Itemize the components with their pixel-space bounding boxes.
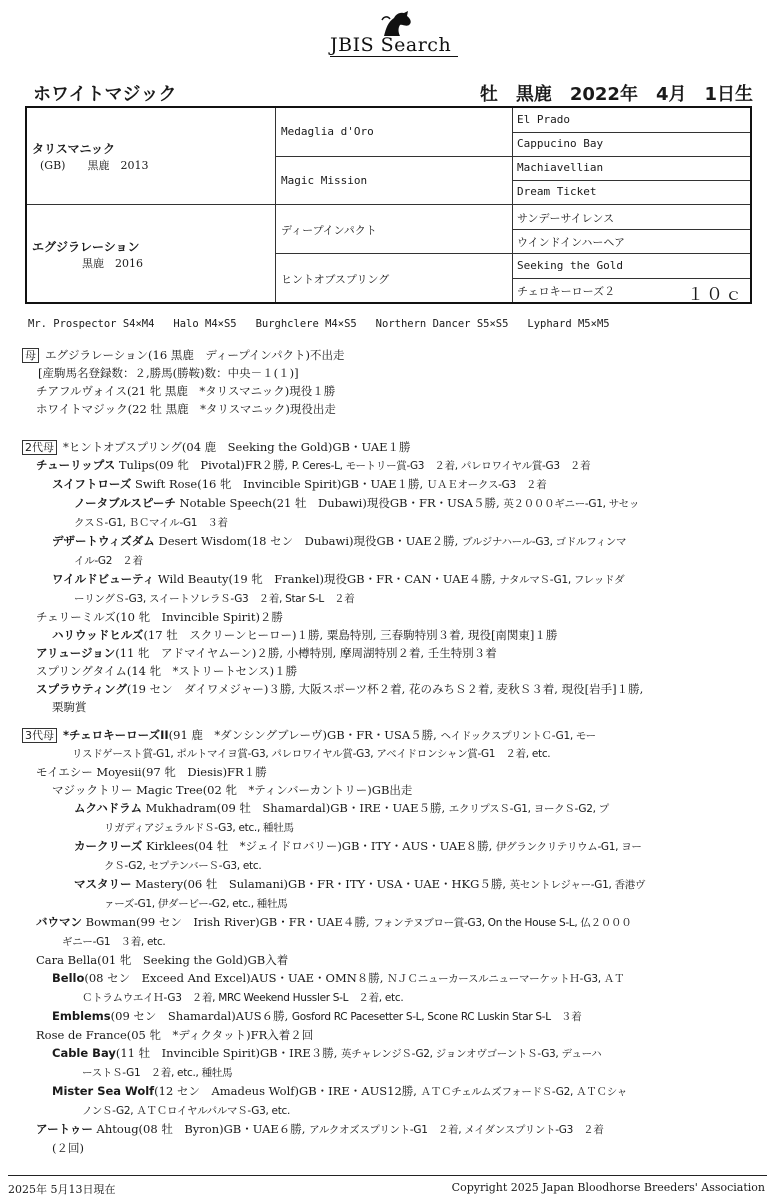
horse-link[interactable]: Emblems (52, 1009, 111, 1023)
horse-record: Wild Beauty(19 牝 Frankel)現役GB・FR・CAN・UAE４勝, (154, 572, 500, 586)
horse-record: Cara Bella(01 牝 Seeking the Gold)GB入着 (36, 953, 289, 967)
horse-record: (２回) (52, 1141, 84, 1155)
second-dam-row (22, 570, 742, 589)
horse-link[interactable]: ハリウッドヒルズ (52, 628, 144, 642)
third-dam-row (22, 837, 742, 856)
third-dam-races-cont: リスドゲースト賞-G1, ポルトマイヨ賞-G3, パレロワイヤル賞-G3, アベイドロンシャン賞-G1 ２着, etc. (72, 748, 551, 760)
horse-record: (09 セン Shamardal)AUS６勝, (110, 1009, 292, 1023)
race-results: ＣトラムウエイＨ-G3 ２着, MRC Weekend Hussler S-L ２着, etc. (82, 992, 404, 1004)
dam-offspring-summary: [産駒馬名登録数：２,勝馬(勝鞍)数：中央－１(１)] (38, 366, 299, 380)
race-results: P. Ceres-L, モートリー賞-G3 ２着, パレロワイヤル賞-G3 ２着 (291, 460, 591, 472)
gen3-5[interactable]: サンデーサイレンス (517, 212, 615, 225)
third-dam-detail: (91 鹿 *ダンシングブレーヴ)GB・FR・USA５勝, (168, 728, 441, 742)
second-dam-row (22, 644, 742, 662)
gen3-7[interactable]: Seeking the Gold (517, 259, 623, 272)
third-dam-row (22, 1139, 742, 1157)
race-results: ァーズ-G1, 伊ダービー-G2, etc., 種牡馬 (104, 898, 288, 910)
horse-link[interactable]: ノータブルスピーチ (74, 496, 176, 510)
third-dam-row (22, 875, 742, 894)
race-results: ブルジナハール-G3, ゴドルフィンマ (461, 536, 627, 548)
dam-line: エグジラレーション(16 黒鹿 ディープインパクト)不出走 (45, 348, 345, 362)
sire-name[interactable]: タリスマニック (32, 142, 116, 156)
dam-detail: 黒鹿 2016 (82, 257, 143, 270)
gen3-2[interactable]: Cappucino Bay (517, 137, 604, 150)
third-dam-row (22, 818, 742, 837)
third-dam-row (22, 894, 742, 913)
footer-divider (8, 1175, 767, 1176)
third-dam-row (22, 1063, 742, 1082)
horse-link[interactable]: バウマン (36, 915, 82, 929)
horse-name: ホワイトマジック (33, 84, 177, 105)
race-results: ーストＳ-G1 ２着, etc., 種牡馬 (82, 1067, 233, 1079)
third-dam-row (22, 1026, 742, 1044)
gen2-dam-dam[interactable]: ヒントオブスプリング (281, 273, 390, 286)
race-results: 英セントレジャー-G1, 香港ヴ (509, 879, 646, 891)
footer (0, 1175, 775, 1200)
horse-record: (19 セン ダイワメジャー)３勝, 大阪スポーツ杯２着, 花のみちＳ２着, 麦秋Ｓ３着, 現役[岩手]１勝, (126, 682, 644, 696)
horse-record: チェリーミルズ(10 牝 Invincible Spirit)２勝 (36, 610, 283, 624)
second-dam-badge: 2代母 (22, 440, 57, 455)
horse-link[interactable]: ムクハドラム (74, 801, 142, 815)
horse-link[interactable]: チューリップス (36, 458, 116, 472)
second-dam-row (22, 513, 742, 532)
race-results: イル-G2 ２着 (74, 555, 143, 567)
second-dam-row (22, 608, 742, 626)
third-dam-row (22, 988, 742, 1007)
race-results: リガディアジェラルドＳ-G3, etc., 種牡馬 (104, 822, 294, 834)
horse-record: モイエシー Moyesii(97 牝 Diesis)FR１勝 (36, 765, 267, 779)
horse-record: Desert Wisdom(18 セン Dubawi)現役GB・UAE２勝, (154, 534, 462, 548)
sire-detail: (GB) 黒鹿 2013 (40, 159, 149, 172)
dam-offspring-2[interactable]: ホワイトマジック(22 牡 黒鹿 *タリスマニック)現役出走 (36, 402, 336, 416)
race-results: エクリプスＳ-G1, ヨークＳ-G2, プ (448, 803, 609, 815)
third-dam-row (22, 1044, 742, 1063)
horse-link[interactable]: カークリーズ (74, 839, 143, 853)
third-dam-row (22, 913, 742, 932)
race-results: 伊グランクリテリウム-G1, ヨー (495, 841, 642, 853)
horse-link[interactable]: ワイルドビューティ (52, 572, 155, 586)
race-results: Gosford RC Pacesetter S-L, Scone RC Luskin Star S-L ３着 (291, 1011, 582, 1023)
race-results: 英チャレンジＳ-G2, ジョンオヴゴーントＳ-G3, デューハ (341, 1048, 602, 1060)
dam-cell (32, 238, 143, 271)
second-dam-header: *ヒントオブスプリング(04 鹿 Seeking the Gold)GB・UAE１勝 (63, 440, 411, 454)
third-dam-row (22, 781, 742, 799)
sire-cell (32, 140, 148, 173)
horse-record: スプリングタイム(14 牝 *ストリートセンス)１勝 (36, 664, 298, 678)
race-results: クＳ-G2, セプテンバーＳ-G3, etc. (104, 860, 262, 872)
third-dam-row (22, 856, 742, 875)
pedigree-table (25, 106, 752, 304)
horse-record: Bowman(99 セン Irish River)GB・FR・UAE４勝, (82, 915, 374, 929)
third-dam-row (22, 763, 742, 781)
horse-record: Ahtoug(08 牡 Byron)GB・UAE６勝, (92, 1122, 310, 1136)
gen2-dam-sire[interactable]: ディープインパクト (281, 224, 377, 237)
third-dam-row (22, 969, 742, 988)
horse-record: (17 牡 スクリーンヒーロー)１勝, 粟島特別, 三春駒特別３着, 現役[南関東]１勝 (143, 628, 558, 642)
inbreeding-line: Mr. Prospector S4×M4 Halo M4×S5 Burghclere M4×S5 Northern Dancer S5×S5 Lyphard M5×M5 (28, 318, 610, 330)
horse-record: Kirklees(04 牡 *ジェイドロバリー)GB・ITY・AUS・UAE８勝, (142, 839, 496, 853)
second-dam-row (22, 456, 742, 475)
race-results: ギニー-G1 ３着, etc. (62, 936, 166, 948)
gen3-6[interactable]: ウインドインハーヘア (517, 236, 626, 249)
family-number: １０ｃ (687, 285, 744, 305)
second-dam-row (22, 626, 742, 644)
horse-record: Notable Speech(21 牡 Dubawi)現役GB・FR・USA５勝, (175, 496, 504, 510)
title-row (33, 80, 753, 104)
race-results: ＮＪＣニューカースルニューマーケットＨ-G3, ＡＴ (387, 973, 625, 985)
horse-link[interactable]: アリュージョン (36, 646, 116, 660)
horse-record: (11 牝 アドマイヤムーン)２勝, 小樽特別, 摩周湖特別２着, 壬生特別３着 (115, 646, 497, 660)
race-results: ＵＡＥオークス-G3 ２着 (426, 479, 547, 491)
second-dam-row (22, 698, 742, 716)
dam-section (22, 346, 742, 418)
horse-record: Mastery(06 牡 Sulamani)GB・FR・ITY・USA・UAE・HKG５勝, (131, 877, 510, 891)
third-dam-races: ヘイドックスプリントＣ-G1, モー (440, 730, 596, 742)
horse-info: 牡 黒鹿 2022年 4月 1日生 (479, 84, 753, 105)
race-results: ＡＴＣチェルムズフォードＳ-G2, ＡＴＣシャ (420, 1086, 627, 1098)
third-dam-row (22, 1007, 742, 1026)
race-results: 英２０００ギニー-G1, サセッ (503, 498, 640, 510)
horse-link[interactable]: スプラウティング (36, 682, 127, 696)
horse-record: (08 セン Exceed And Excel)AUS・UAE・OMN８勝, (84, 971, 388, 985)
horse-record: Rose de France(05 牝 *ディクタット)FR入着２回 (36, 1028, 314, 1042)
third-dam-badge: 3代母 (22, 728, 57, 743)
horse-link[interactable]: マスタリー (74, 877, 132, 891)
dam-badge: 母 (22, 348, 39, 363)
second-dam-row (22, 589, 742, 608)
third-dam-row (22, 1120, 742, 1139)
jbis-search-logo[interactable] (330, 8, 460, 54)
footer-date: 2025年 5月13日現在 (8, 1183, 116, 1196)
third-dam-row (22, 932, 742, 951)
horse-record: Tulips(09 牝 Pivotal)FR２勝, (115, 458, 292, 472)
horse-record: Mukhadram(09 牡 Shamardal)GB・IRE・UAE５勝, (141, 801, 449, 815)
race-results: クスＳ-G1, ＢＣマイル-G1 ３着 (74, 517, 228, 529)
third-dam-name[interactable]: *チェロキーローズII (63, 728, 169, 742)
gen2-sire-dam[interactable]: Magic Mission (281, 174, 368, 187)
second-dam-row (22, 662, 742, 680)
second-dam-row (22, 494, 742, 513)
second-dam-row (22, 475, 742, 494)
horse-record: (11 牡 Invincible Spirit)GB・IRE３勝, (115, 1046, 342, 1060)
horse-link[interactable]: Cable Bay (52, 1046, 116, 1060)
gen3-8[interactable]: チェロキーローズ２ (517, 285, 616, 298)
race-results: ーリングＳ-G3, スイートソレラＳ-G3 ２着, Star S-L ２着 (74, 593, 355, 605)
race-results: ノンＳ-G2, ＡＴＣロイヤルパルマＳ-G3, etc. (82, 1105, 291, 1117)
race-results: フォンテヌブロー賞-G3, On the House S-L, 仏２０００ (373, 917, 632, 929)
horse-link[interactable]: Mister Sea Wolf (52, 1084, 155, 1098)
logo-underline (330, 56, 458, 57)
third-dam-row (22, 1082, 742, 1101)
horse-record: Swift Rose(16 牝 Invincible Spirit)GB・UAE１勝, (131, 477, 427, 491)
gen2-sire-sire[interactable]: Medaglia d'Oro (281, 125, 374, 138)
second-dam-row (22, 532, 742, 551)
horse-record: (12 セン Amadeus Wolf)GB・IRE・AUS12勝, (154, 1084, 421, 1098)
second-dam-row (22, 551, 742, 570)
horse-record: マジックトリー Magic Tree(02 牝 *ティンバーカントリー)GB出走 (52, 783, 413, 797)
logo-text: JBIS Search (330, 34, 452, 56)
dam-name[interactable]: エグジラレーション (32, 240, 140, 254)
race-results: ナタルマＳ-G1, フレッドダ (499, 574, 625, 586)
second-dam-section (22, 438, 742, 716)
third-dam-row (22, 951, 742, 969)
gen3-1[interactable]: El Prado (517, 113, 570, 126)
horse-link[interactable]: アートゥー (36, 1122, 93, 1136)
gen3-3[interactable]: Machiavellian (517, 161, 604, 174)
horse-record: 栗駒賞 (52, 700, 87, 714)
gen3-4[interactable]: Dream Ticket (517, 185, 597, 198)
third-dam-row (22, 799, 742, 818)
horse-link[interactable]: Bello (52, 971, 85, 985)
race-results: アルクオズスプリント-G1 ２着, メイダンスプリント-G3 ２着 (309, 1124, 604, 1136)
dam-offspring-1[interactable]: チアフルヴォイス(21 牝 黒鹿 *タリスマニック)現役１勝 (36, 384, 336, 398)
horse-link[interactable]: デザートウィズダム (52, 534, 155, 548)
horse-link[interactable]: スイフトローズ (52, 477, 132, 491)
third-dam-section (22, 726, 742, 1157)
third-dam-row (22, 1101, 742, 1120)
second-dam-row (22, 680, 742, 698)
footer-copyright: Copyright 2025 Japan Bloodhorse Breeders' Association (451, 1181, 765, 1194)
